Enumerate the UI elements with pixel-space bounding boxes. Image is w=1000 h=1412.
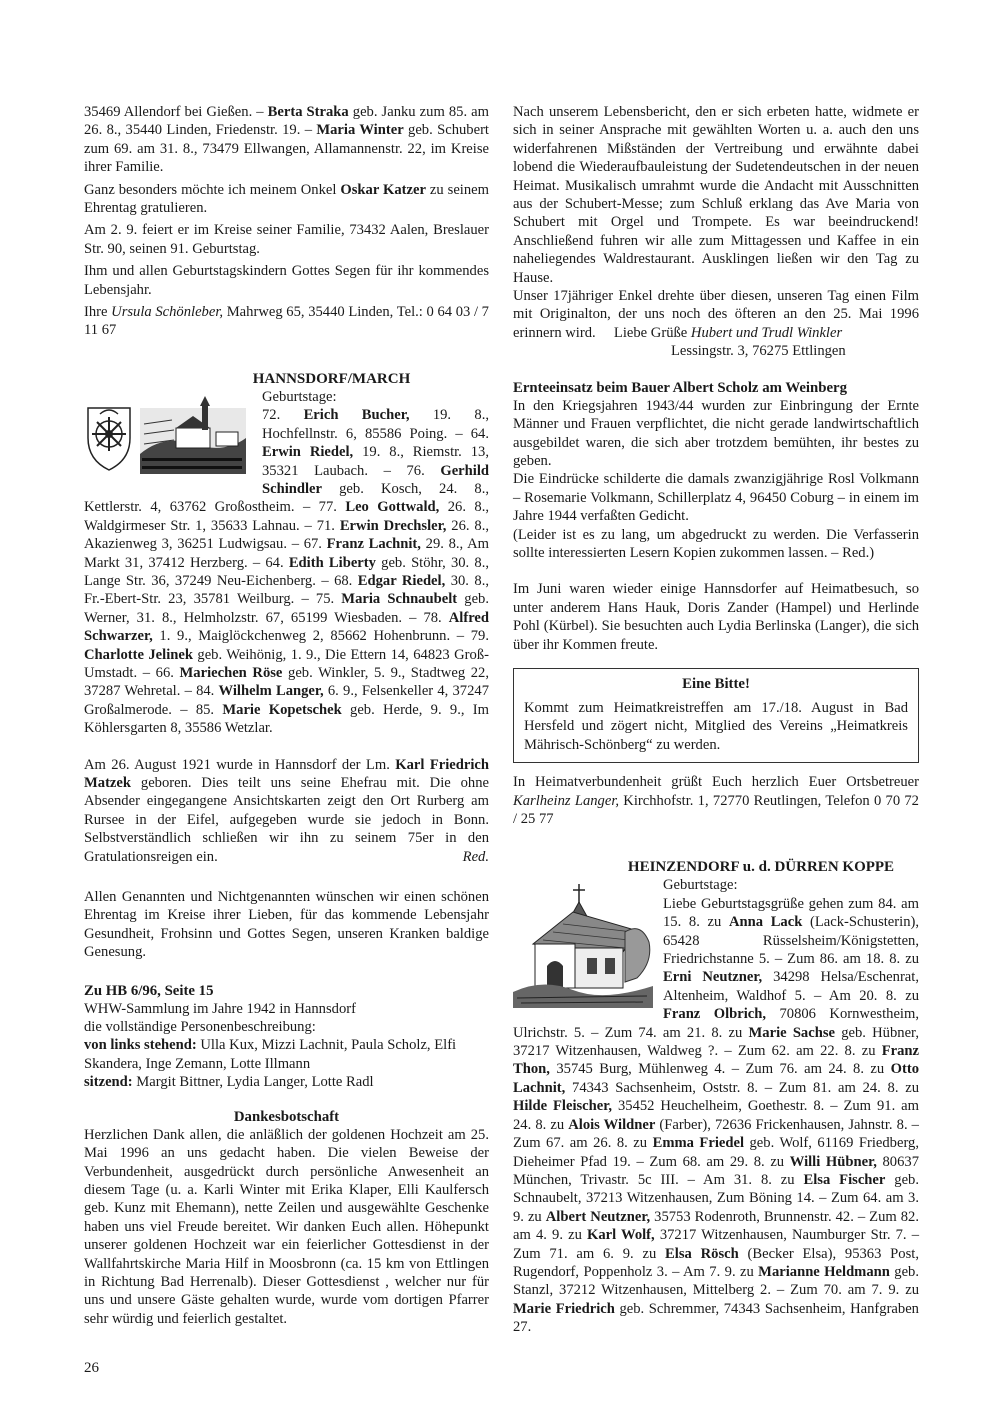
birthday-paragraph: Am 2. 9. feiert er im Kreise seiner Familie, 73432 Aalen, Breslauer Str. 90, seinen 91. Geburtstag. — [84, 222, 489, 257]
oskar-paragraph: Ganz besonders möchte ich meinem Onkel Oskar Katzer zu seinem Ehrentag gratulieren. — [84, 181, 489, 217]
ernte-title: Ernteeinsatz beim Bauer Albert Scholz am Weinberg — [513, 379, 847, 396]
intro-paragraph: 35469 Allendorf bei Gießen. – Berta Straka geb. Janku zum 85. am 26. 8., 35440 Linden, Friedenstr. 19. – Maria Winter geb. Schubert zum 69. am 31. 8., 73479 Ellwangen, Allamannenstr. 22, im Kreise ihrer Familie. — [84, 104, 489, 176]
heimat-paragraph: In Heimatverbundenheit grüßt Euch herzlich Euer Ortsbetreuer Karlheinz Langer, Kirchhofstr. 1, 72770 Reutlingen, Telefon 0 70 72 / 25 77 — [513, 774, 919, 827]
hb-line1: WHW-Sammlung im Jahre 1942 in Hannsdorf — [84, 1000, 356, 1017]
hannsdorf-birthdays: Geburtstage: 72. Erich Bucher, 19. 8., Hochfellnstr. 6, 85586 Poing. – 64. Erwin Riedel, 19. 8., Riemstr. 13, 35321 Laubach. – 76. Gerhild Schindler geb. Kosch, 24. 8., Kettlerstr. 4, 63762 Großostheim. – 77. Leo Gottwald, 26. 8., Waldgirmeser Str. 1, 35633 Lahnau. – 71. Erwin Drechsler, 26. 8., Akazienweg 3, 36251 Ludwigsau. – 67. Franz Lachnit, 29. 8., Am Markt 31, 37412 Herzberg. – 64. Edith Liberty geb. Stöhr, 30. 8., Lange Str. 36, 37249 Neu-Eichenberg. – 68. Edgar Riedel, 30. 8., Fr.-Ebert-Str. 23, 35781 Weilburg. – 75. Maria Schnaubelt geb. Werner, 31. 8., Helmholzstr. 67, 65199 Wiesbaden. – 78. Alfred Schwarzer, 1. 9., Maiglöckchenweg 2, 85662 Hohenbrunn. – 79. Charlotte Jelinek geb. Weihönig, 1. 9., Die Ettern 14, 64823 Groß-Umstadt. – 66. Mariechen Röse geb. Winkler, 5. 9., Stadtweg 22, 37287 Wehretal. – 84. Wilhelm Langer, 6. 9., Felsenkeller 4, 37247 Großalmerode. – 85. Marie Kopetschek geb. Herde, 9. 9., Im Köhlersgarten 8, 35586 Wetzlar. — [84, 388, 490, 737]
dank-title: Dankesbotschaft — [233, 1108, 340, 1125]
hb-title: Zu HB 6/96, Seite 15 — [84, 982, 214, 999]
bericht-paragraph: Nach unserem Lebensbericht, den er sich erbeten hatte, widmete er sich in seiner Ansprache mit gewählten Worten u. a. auch den uns widerfahrenen Mißständen der Vertreibung und erwähnte dabei lobend die Wiederaufbauleistung der Sudetendeutschen in der neuen Heimat. Musikalisch umrahmt wurde die Andacht mit Ausschnitten aus der Schubert-Messe; zum Schluß erklang das Ave Maria von Schubert mit Orgel und Trompete. Es war beeindruckend! Anschließend fuhren wir alle zum Mittagessen und Kaffee in ein naheliegendes Waldrestaurant. Ausklingen ließen wir den Tag zu Hause. — [513, 104, 919, 286]
hb-links: von links stehend: Ulla Kux, Mizzi Lachnit, Paula Scholz, Elfi Skandera, Inge Zemann, Lotte Illmann — [84, 1037, 457, 1072]
geburtstage-label: Geburtstage: — [262, 388, 337, 405]
hb-sitzend: sitzend: Margit Bittner, Lydia Langer, Lotte Radl — [84, 1074, 374, 1091]
signature-paragraph: Ihre Ursula Schönleber, Mahrweg 65, 35440 Linden, Tel.: 0 64 03 / 7 11 67 — [84, 304, 489, 339]
left-column — [84, 103, 489, 1332]
matzek-paragraph: Am 26. August 1921 wurde in Hannsdorf der Lm. Karl Friedrich Matzek geboren. Dies teilt uns seine Ehefrau mit. Die ohne Absender eingegangene Ansichtskarten zeigt den Ort Rurberg am Rursee in der Eifel, aufgegeben wurde sie jedoch in Bonn. Selbstverständlich schließen wir ihn zu seinem 75er in den Gratulationsreigen ein. Red. — [84, 756, 489, 865]
hannsdorf-title: HANNSDORF/MARCH — [252, 370, 411, 387]
heinz-geburtstage-label: Geburtstage: — [663, 877, 738, 894]
allen-paragraph: Allen Genannten und Nichtgenannten wünschen wir einen schönen Ehrentag im Kreise ihrer Lieben, für das kommende Lebensjahr Gesundheit, Frohsinn und Gottes Segen, unseren Kranken baldige Genesung. — [84, 889, 489, 961]
dank-paragraph: Herzlichen Dank allen, die anläßlich der goldenen Hochzeit am 25. Mai 1996 an uns gedacht haben. Die vielen Beweise der Verbundenheit, ausgedrückt durch persönliche Anwesenheit an diesem Tage (u. a. Karli Winter mit Erika Klaper, Elli Kaulfersch geb. Kunz mit Ehemann), nette Zeilen und ausgewählte Geschenke haben uns viel Freude bereitet. Wir danken Euch allen. Höhepunkt unserer goldenen Hochzeit war ein feierlicher Gottesdienst in der Wallfahrtskirche Maria Hilf in Moosbronn (ca. 15 km von Ettlingen in Richtung Bad Herrenalb). Dieser Gottesdienst , welcher nur für uns und unsere Gäste gehalten wurde, wurde vom dortigen Pfarrer sehr würdig und feierlich gestaltet. — [84, 1126, 489, 1327]
gruss-address: Lessingstr. 3, 76275 Ettlingen — [671, 343, 846, 360]
hb-line2: die vollständige Personenbeschreibung: — [84, 1019, 316, 1036]
page-number: 26 — [84, 1360, 99, 1376]
bitte-text: Kommt zum Heimatkreistreffen am 17./18. August in Bad Hersfeld und zögert nicht, Mitglied des Vereins „Heimatkreis Mährisch-Schönberg“ zu werden. — [524, 699, 908, 753]
blessing-paragraph: Ihm und allen Geburtstagskindern Gottes Segen für ihr kommendes Lebensjahr. — [84, 263, 489, 298]
heinzendorf-birthdays: Geburtstage: Liebe Geburtstagsgrüße gehen zum 84. am 15. 8. zu Anna Lack (Lack-Schusterin), 65428 Rüsselsheim/Königstetten, Friedrichstanne 5. – Zum 86. am 18. 8. zu Erni Neutzner, 34298 Helsa/Eschenrat, Altenheim, Waldhof 5. – Am 20. 8. zu Franz Olbrich, 70806 Kornwestheim, Ulrichstr. 5. – Zum 74. am 21. 8. zu Marie Sachse geb. Hübner, 37217 Witzenhausen, Waldweg ?. – Zum 62. am 22. 8. zu Franz Thon, 35745 Burg, Mühlenweg 4. – Zum 76. am 24. 8. zu Otto Lachnit, 74343 Sachsenheim, Oststr. 8. – Zum 81. am 24. 8. zu Hilde Fleischer, 35452 Heuchelheim, Goethestr. 8. – Zum 91. am 24. 8. zu Alois Wildner (Farber), 72636 Frickenhausen, Jahnstr. 8. – Zum 67. am 26. 8. zu Emma Friedel geb. Wolf, 61169 Friedberg, Dieheimer Pfad 19. – Zum 68. am 29. 8. zu Willi Hübner, 80637 München, Trivastr. 5c III. – Am 31. 8. zu Elsa Fischer geb. Schnaubelt, 37213 Witzenhausen, Zum Böning 14. – Zum 64. am 3. 9. zu Albert Neutzner, 35753 Rodenroth, Brunnenstr. 42. – Zum 82. am 4. 9. zu Karl Wolf, 37217 Witzenhausen, Naumburger Str. 7. – Zum 71. am 6. 9. zu Elsa Rösch (Becker Elsa), 95363 Post, Rugendorf, Poppenholz 3. – Am 7. 9. zu Marianne Heldmann geb. Stanzl, 37212 Witzenhausen, Mittelberg 2. – Zum 70. am 7. 9. zu Marie Friedrich geb. Schremmer, 74343 Sachsenheim, Hanfgraben 27. — [513, 877, 919, 1336]
right-column — [513, 103, 919, 1337]
heinzendorf-title: HEINZENDORF u. d. DÜRREN KOPPE — [627, 859, 895, 876]
ernte-paragraph: In den Kriegsjahren 1943/44 wurden zur Einbringung der Ernte Männer und Frauen verpflichtet, die nicht gerade landwirtschaftlich ausgebildet waren, die sich aber trotzdem bemühten, ihr bestes zu geben. — [513, 397, 919, 469]
red-signature: Red. — [462, 848, 489, 865]
bitte-title: Eine Bitte! — [682, 675, 750, 692]
ernte-paragraph-3: (Leider ist es zu lang, um abgedruckt zu werden. Die Verfasserin sollte interessierten Lesern Kopien zukommen lassen. – Red.) — [513, 526, 919, 561]
enkel-paragraph: Unser 17jähriger Enkel drehte über diesen, unseren Tag einen Film mit Originalton, der uns noch des öfteren an den 25. Mai 1996 erinnern wird. Liebe Grüße Hubert und Trudl Winkler — [513, 288, 919, 341]
juni-paragraph: Im Juni waren wieder einige Hannsdorfer auf Heimatbesuch, so unter anderem Hans Hauk, Doris Zander (Hampel) und Herlinde Pohl (Kürbel). Sie besuchten auch Lydia Berlinska (Langer), die sich über ihr Kommen freute. — [513, 581, 919, 653]
bitte-box — [513, 668, 919, 763]
hannsdorf-coat-of-arms-image — [84, 394, 252, 483]
hannsdorf-entry-prefix: 72. — [262, 407, 304, 424]
ernte-paragraph-2: Die Eindrücke schilderte die damals zwanzigjährige Rosl Volkmann – Rosemarie Volkmann, Schillerplatz 4, 96450 Coburg – in einem im Jahre 1944 verfaßten Gedicht. — [513, 471, 919, 525]
chapel-illustration-image — [513, 882, 653, 1013]
